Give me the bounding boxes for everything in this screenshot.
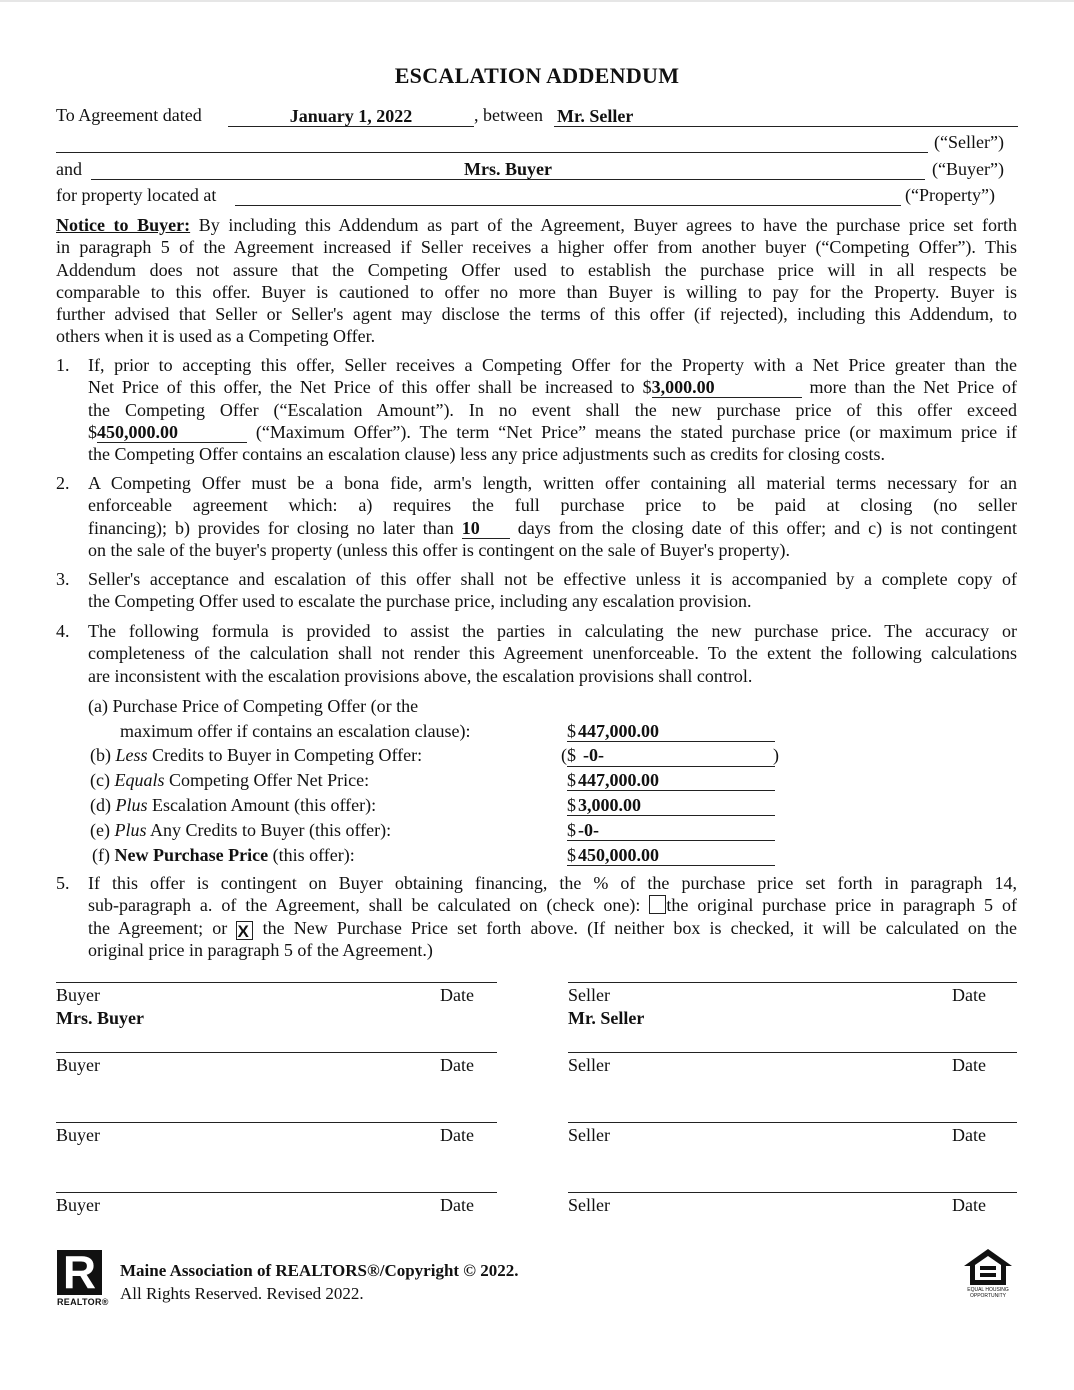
formula-d-line (567, 815, 775, 816)
property-label: for property located at (56, 185, 217, 205)
formula-e-ital: Plus (114, 820, 147, 840)
paragraph-line: on the sale of the buyer's property (unless this offer is contingent on the sale of Buyer's property). (88, 539, 790, 560)
formula-d-prefix: $ (567, 795, 576, 815)
copyright-line: Maine Association of REALTORS®/Copyright © 2022. (120, 1261, 519, 1280)
notice-line: further advised that Seller or Seller's agent may disclose the terms of this offer (if rejected), including this Addendum, to (56, 304, 1017, 325)
property-line (235, 205, 901, 206)
buyer-tag: (“Buyer”) (932, 159, 1004, 179)
formula-f-bold: New Purchase Price (114, 845, 269, 865)
paragraph-line: completeness of the calculation shall not render this Agreement unenforceable. To the extent the following calculations (88, 643, 1017, 664)
formula-f-prefix: $ (567, 845, 576, 865)
buyer-label: Buyer (56, 1055, 100, 1075)
paragraph-line: Net Price of this offer, the Net Price of this offer shall be increased to $ (88, 377, 652, 398)
buyer-signature-line[interactable] (56, 982, 497, 983)
date-label: Date (440, 1195, 474, 1215)
notice-line: By including this Addendum as part of the Agreement, Buyer agrees to have the purchase price set forth (190, 215, 1017, 235)
and-label: and (56, 159, 82, 179)
paragraph-line: Seller's acceptance and escalation of this offer shall not be effective unless it is accompanied by a complete copy of (88, 569, 1017, 589)
paragraph-line: If, prior to accepting this offer, Seller receives a Competing Offer for the Property with a Net Price greater than the (88, 355, 1017, 375)
realtor-logo-icon (57, 1246, 102, 1298)
seller-tag: (“Seller”) (934, 132, 1004, 152)
formula-b-close: ) (773, 745, 779, 765)
paragraph-line: more than the Net Price of (809, 377, 1017, 398)
paragraph-line: days from the closing date of this offer; and c) is not contingent (517, 517, 1018, 538)
formula-b-ital: Less (115, 745, 148, 765)
buyer-label: Buyer (56, 1125, 100, 1145)
item-number-1: 1. (56, 355, 70, 375)
paragraph-line: the Competing Offer used to escalate the purchase price, including any escalation provision. (88, 591, 752, 612)
date-label: Date (952, 1195, 986, 1215)
escalation-amount-field[interactable]: 3,000.00 (652, 378, 802, 398)
paragraph-3 (88, 568, 1017, 613)
buyer-signature-line[interactable] (56, 1192, 497, 1193)
formula-f-value[interactable]: 450,000.00 (578, 845, 659, 865)
date-label: Date (952, 1125, 986, 1145)
paragraph-line: original price in paragraph 5 of the Agreement.) (88, 939, 433, 960)
date-label: Date (440, 985, 474, 1005)
notice-to-buyer (56, 214, 1017, 348)
formula-c-line (567, 790, 775, 791)
buyer-label: Buyer (56, 985, 100, 1005)
formula-label-a: (a) Purchase Price of Competing Offer (or the (88, 696, 419, 716)
paragraph-line: sub-paragraph a. of the Agreement, shall be calculated on (check one): (88, 895, 641, 916)
eho-caption-2: OPPORTUNITY (969, 1293, 1007, 1299)
between-label: , between (474, 105, 543, 125)
agreement-date-label: To Agreement dated (56, 105, 202, 125)
date-label: Date (952, 985, 986, 1005)
paragraph-line: are inconsistent with the escalation provisions above, the escalation provisions shall control. (88, 665, 753, 686)
date-label: Date (440, 1055, 474, 1075)
buyer-name-field[interactable]: Mrs. Buyer (464, 159, 552, 179)
paragraph-line: If this offer is contingent on Buyer obtaining financing, the % of the purchase price set forth in paragraph 14, (88, 873, 1017, 893)
paragraph-line: the original purchase price in paragraph 5 of (666, 895, 1018, 916)
formula-d-ital: Plus (115, 795, 148, 815)
seller-label: Seller (568, 1125, 610, 1145)
paragraph-line: financing); b) provides for closing no later than (88, 517, 454, 538)
seller-signature-line[interactable] (568, 1192, 1017, 1193)
formula-c-ital: Equals (114, 770, 165, 790)
formula-f-pre: (f) (92, 845, 115, 865)
date-label: Date (952, 1055, 986, 1075)
formula-b-value[interactable]: -0- (583, 745, 604, 765)
seller-second-line (56, 152, 928, 153)
seller-label: Seller (568, 1195, 610, 1215)
formula-c-value[interactable]: 447,000.00 (578, 770, 659, 790)
max-prefix: $ (88, 421, 97, 442)
document-title: ESCALATION ADDENDUM (394, 63, 680, 88)
paragraph-line: The following formula is provided to assist the parties in calculating the new purchase price. The accuracy or (88, 621, 1017, 641)
closing-days-field[interactable]: 10 (462, 519, 510, 539)
formula-e-rest: Any Credits to Buyer (this offer): (146, 820, 392, 840)
seller-signature-line[interactable] (568, 1122, 1017, 1123)
paragraph-line: A Competing Offer must be a bona fide, arm's length, written offer containing all material terms necessary for an (88, 473, 1017, 493)
buyer-signature-line[interactable] (56, 1052, 497, 1053)
realtor-mark: REALTOR® (57, 1297, 109, 1307)
item-number-2: 2. (56, 473, 70, 493)
formula-label-e (90, 819, 391, 841)
formula-label-f (92, 844, 355, 866)
rights-line: All Rights Reserved. Revised 2022. (120, 1284, 364, 1303)
formula-b-prefix: ($ (561, 745, 576, 765)
formula-b-pre: (b) (90, 745, 116, 765)
item-number-4: 4. (56, 621, 70, 641)
formula-d-pre: (d) (90, 795, 116, 815)
formula-e-prefix: $ (567, 820, 576, 840)
equal-housing-icon (962, 1247, 1014, 1303)
formula-d-value[interactable]: 3,000.00 (578, 795, 641, 815)
date-label: Date (440, 1125, 474, 1145)
notice-line: in paragraph 5 of the Agreement increased if Seller receives a higher offer from another buyer (“Competing Offer”). This (56, 237, 1017, 258)
notice-line: comparable to this offer. Buyer is cautioned to offer no more than Buyer is willing to pay for the Property. Buyer is (56, 281, 1017, 302)
paragraph-line: (“Maximum Offer”). The term “Net Price” means the stated purchase price (or maximum price if (255, 421, 1018, 442)
formula-b-rest: Credits to Buyer in Competing Offer: (147, 745, 423, 765)
formula-label-d (90, 794, 376, 816)
formula-c-prefix: $ (567, 770, 576, 790)
eho-caption-1: EQUAL HOUSING (967, 1287, 1009, 1293)
paragraph-1 (88, 354, 1017, 465)
paragraph-line: the Agreement; or (88, 917, 228, 938)
formula-label-a-cont: maximum offer if contains an escalation clause): (120, 721, 471, 741)
formula-f-line (567, 865, 775, 866)
formula-a-line (567, 741, 775, 742)
agreement-date-field[interactable]: January 1, 2022 (289, 106, 413, 126)
notice-heading: Notice to Buyer: (56, 215, 191, 235)
seller-signature-line[interactable] (568, 1052, 1017, 1053)
paragraph-2 (88, 472, 1017, 561)
formula-e-value[interactable]: -0- (578, 820, 599, 840)
formula-c-pre: (c) (90, 770, 115, 790)
formula-d-rest: Escalation Amount (this offer): (147, 795, 377, 815)
buyer-printed-name: Mrs. Buyer (56, 1008, 144, 1028)
house-icon (962, 1247, 1014, 1287)
formula-label-c (90, 769, 369, 791)
realtor-logo-letter: R (62, 1246, 97, 1298)
seller-name-field[interactable]: Mr. Seller (557, 106, 634, 126)
formula-a-value[interactable]: 447,000.00 (578, 721, 659, 741)
formula-f-rest: (this offer): (268, 845, 355, 865)
formula-e-pre: (e) (90, 820, 115, 840)
seller-label: Seller (568, 1055, 610, 1075)
paragraph-line: the Competing Offer (“Escalation Amount”). In no event shall the new purchase price of this offer exceed (88, 399, 1017, 420)
formula-e-line (567, 840, 775, 841)
paragraph-line: the New Purchase Price set forth above. (If neither box is checked, it will be calculated on the (262, 917, 1017, 938)
seller-label: Seller (568, 985, 610, 1005)
buyer-label: Buyer (56, 1195, 100, 1215)
maximum-offer-field[interactable]: 450,000.00 (97, 423, 247, 443)
seller-printed-name: Mr. Seller (568, 1008, 645, 1028)
item-number-3: 3. (56, 569, 70, 589)
property-tag: (“Property”) (905, 185, 995, 205)
notice-line: others when it is used as a Competing Offer. (56, 326, 376, 347)
original-price-checkbox[interactable] (649, 895, 666, 914)
seller-signature-line[interactable] (568, 982, 1017, 983)
formula-b-line (567, 766, 775, 767)
top-border (0, 0, 1074, 2)
paragraph-line: the Competing Offer contains an escalation clause) less any price adjustments such as credits for closing costs. (88, 444, 885, 465)
paragraph-line: enforceable agreement which: a) requires the full purchase price to be paid at closing (no seller (88, 495, 1017, 516)
paragraph-4 (88, 620, 1017, 687)
buyer-signature-line[interactable] (56, 1122, 497, 1123)
notice-line: Addendum does not assure that the Competing Offer used to establish the purchase price will in all respects be (56, 259, 1017, 280)
formula-a-prefix: $ (567, 721, 576, 741)
paragraph-5 (88, 872, 1017, 961)
item-number-5: 5. (56, 873, 70, 893)
formula-label-b (90, 744, 422, 766)
formula-c-rest: Competing Offer Net Price: (164, 770, 370, 790)
new-price-checkbox[interactable]: X (236, 921, 253, 940)
